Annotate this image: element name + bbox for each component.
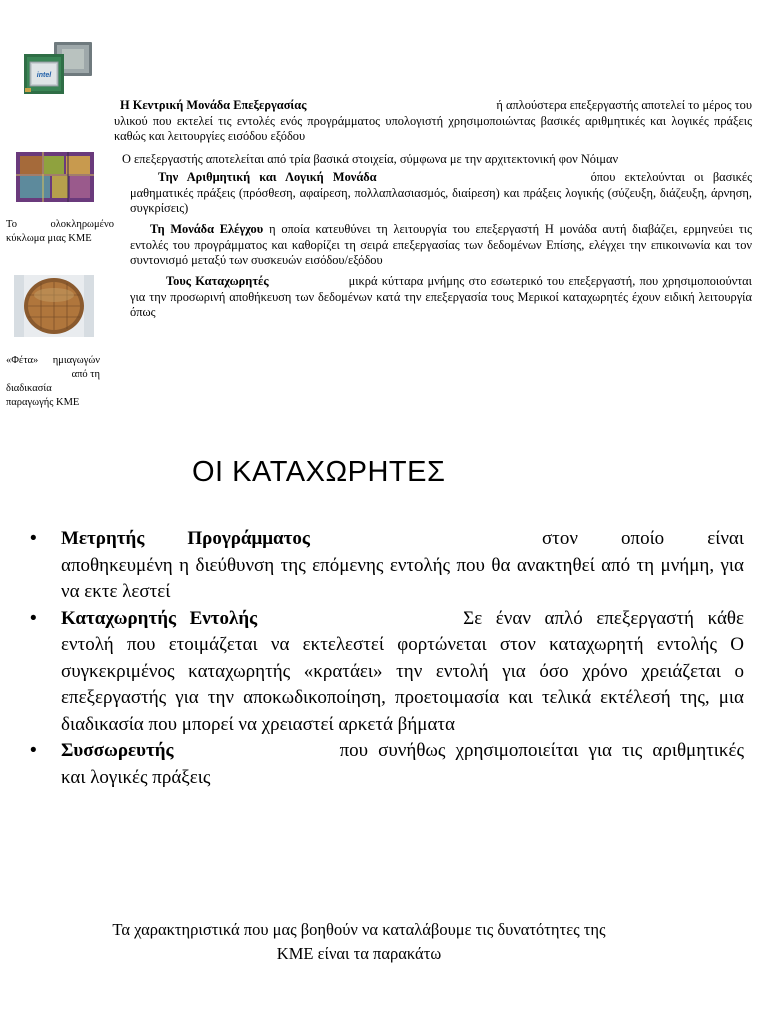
bullet-icon: •	[30, 528, 37, 549]
program-counter-term: Μετρητής Προγράμματος	[61, 528, 310, 549]
accumulator-text: που συνήθως χρησιμοποιείται για τις αριθμητικές και λογικές πράξεις	[61, 740, 744, 788]
cpu-die-image	[16, 152, 94, 202]
alu-text: όπου εκτελούνται οι βασικές μαθηματικές πράξεις (πρόσθεση, αφαίρεση, πολλαπλασιασμός, διαίρεση) και πράξεις λογικής (σύζευξη, διάζευξη, άρνηση, συγκρίσεις)	[130, 170, 753, 215]
footer-text	[60, 918, 658, 966]
instruction-register-term: Καταχωρητής Εντολής	[61, 607, 258, 629]
cpu-term: Η Κεντρική Μονάδα Επεξεργασίας	[120, 98, 307, 112]
registers-list	[30, 526, 744, 791]
alu-paragraph	[130, 170, 752, 217]
wafer-caption-line4: παραγωγής ΚΜΕ	[6, 397, 80, 408]
cpu-chip-image	[22, 40, 96, 96]
registers-paragraph	[130, 274, 752, 321]
alu-term: Την Αριθμητική και Λογική Μονάδα	[158, 170, 377, 184]
cpu-definition	[114, 98, 752, 145]
bullet-icon: •	[30, 607, 37, 629]
list-item	[30, 738, 744, 791]
control-unit-text: η οποία κατευθύνει τη λειτουργία του επεξεργαστή Η μονάδα αυτή διαβάζει, ερμηνεύει τις εντολές του προγράμματος και καθορίζει τη σειρά επεξεργασίας των δεδομένων Επίσης, ελέγχει την επικοινωνία και τον συντονισμό μεταξύ των συσκευών εισόδου/εξόδου	[130, 222, 752, 267]
control-unit-paragraph	[130, 222, 752, 269]
wafer-caption-line1: «Φέτα» ημιαγωγών	[6, 355, 100, 366]
wafer-caption	[6, 354, 100, 410]
cpu-definition-text: ή απλούστερα επεξεργαστής αποτελεί το μέρος του υλικού που εκτελεί τις εντολές ενός προγράμματος υπολογιστή χρησιμοποιώντας βασικές αριθμητικές και λογικές πράξεις καθώς και λειτουργίες εισόδου εξόδου	[114, 98, 752, 143]
accumulator-term: Συσσωρευτής	[61, 740, 174, 761]
footer-line2: ΚΜΕ είναι τα παρακάτω	[276, 944, 442, 963]
list-item	[30, 526, 744, 606]
circuit-caption-line2: κύκλωμα μιας ΚΜΕ	[6, 233, 92, 244]
registers-term: Τους Καταχωρητές	[166, 274, 269, 288]
footer-line1: Τα χαρακτηριστικά που μας βοηθούν να καταλάβουμε τις δυνατότητες της	[112, 920, 606, 939]
wafer-caption-line2: από τη	[71, 369, 100, 380]
program-counter-text: στον οποίο είναι αποθηκευμένη η διεύθυνση της επόμενης εντολής που θα ανακτηθεί από τη μνήμη, για να εκτε λεστεί	[61, 528, 745, 602]
circuit-caption	[6, 218, 114, 246]
list-item	[30, 606, 744, 739]
von-neumann-statement: Ο επεξεργαστής αποτελείται από τρία βασικά στοιχεία, σύμφωνα με την αρχιτεκτονική φον Νόιμαν	[122, 152, 619, 166]
page-title: ΟΙ ΚΑΤΑΧΩΡΗΤΕΣ	[192, 456, 446, 488]
control-unit-term: Τη Μονάδα Ελέγχου	[150, 222, 264, 236]
bullet-icon: •	[30, 740, 37, 761]
circuit-caption-line1: Το ολοκληρωμένο	[6, 219, 114, 230]
intel-logo: intel	[36, 72, 52, 79]
registers-text: μικρά κύτταρα μνήμης στο εσωτερικό του επεξεργαστή, που χρησιμοποιούνται για την προσωρινή αποθήκευση των δεδομένων κατά την επεξεργασία τους Μερικοί καταχωρητές έχουν ειδική λειτουργία όπως	[130, 274, 753, 319]
instruction-register-text: Σε έναν απλό επεξεργαστή κάθε εντολή που ετοιμάζεται να εκτελεστεί φορτώνεται στον καταχωρητή εντολής Ο συγκεκριμένος καταχωρητής «κρατάει» την εντολή για όσο χρόνο χρειάζεται ο επεξεργαστής για την αποκωδικοποίηση, προετοιμασία και τελικά εκτέλεσή της, μια διαδικασία που μπορεί να χρειαστεί αρκετά βήματα	[61, 607, 745, 735]
wafer-image	[14, 275, 94, 337]
wafer-caption-line3: διαδικασία	[6, 383, 52, 394]
